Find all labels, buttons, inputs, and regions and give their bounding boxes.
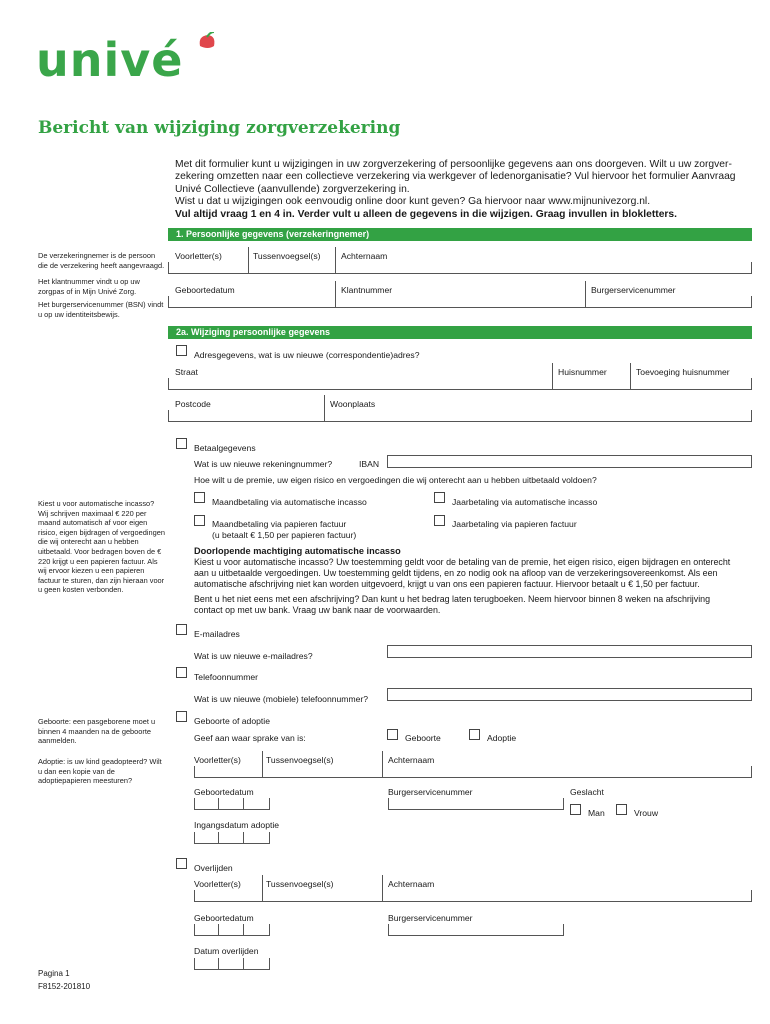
name-fields-row[interactable] [168, 262, 752, 274]
geboorte-adoptie-checkbox[interactable] [176, 711, 187, 722]
kind-achternaam-label: Achternaam [388, 755, 435, 765]
postcode-label: Postcode [175, 399, 211, 409]
side-note-klantnummer: Het klantnummer vindt u op uw zorgpas of in Mijn Univé Zorg. [38, 277, 140, 296]
rekening-question: Wat is uw nieuwe rekeningnummer? [194, 459, 333, 469]
page-number: Pagina 1 [38, 969, 70, 978]
betaalgegevens-label: Betaalgegevens [194, 443, 256, 453]
machtiging-heading: Doorlopende machtiging automatische incasso [194, 546, 401, 556]
overlijden-checkbox[interactable] [176, 858, 187, 869]
bsn-label: Burgerservicenummer [591, 285, 676, 295]
overleden-tussenvoegsel-label: Tussenvoegsel(s) [266, 879, 334, 889]
huisnummer-label: Huisnummer [558, 367, 607, 377]
telefoon-input[interactable] [387, 688, 752, 701]
geboortedatum-label: Geboortedatum [175, 285, 235, 295]
adres-checkbox[interactable] [176, 345, 187, 356]
maandbetaling-incasso-label: Maandbetaling via automatische incasso [212, 497, 367, 507]
ingangsdatum-label: Ingangsdatum adoptie [194, 820, 280, 830]
telefoon-question: Wat is uw nieuwe (mobiele) telefoonnummer? [194, 694, 369, 704]
email-input[interactable] [387, 645, 752, 658]
man-label: Man [588, 808, 605, 818]
kind-geboortedatum-label: Geboortedatum [194, 787, 254, 797]
geboorte-option-label: Geboorte [405, 733, 441, 743]
toevoeging-label: Toevoeging huisnummer [636, 367, 730, 377]
side-note-adoptie: Adoptie: is uw kind geadopteerd? Wilt u dan een kopie van de adoptiepapieren meesturen? [38, 757, 162, 786]
email-checkbox[interactable] [176, 624, 187, 635]
email-label: E-mailadres [194, 629, 240, 639]
jaarbetaling-factuur-label: Jaarbetaling via papieren factuur [452, 519, 577, 529]
jaarbetaling-incasso-label: Jaarbetaling via automatische incasso [452, 497, 598, 507]
jaarbetaling-factuur-checkbox[interactable] [434, 515, 445, 526]
man-checkbox[interactable] [570, 804, 581, 815]
woonplaats-label: Woonplaats [330, 399, 376, 409]
geboorte-question: Geef aan waar sprake van is: [194, 733, 306, 743]
telefoon-label: Telefoonnummer [194, 672, 259, 682]
overleden-geboortedatum-input[interactable] [194, 924, 270, 936]
datum-overlijden-label: Datum overlijden [194, 946, 259, 956]
email-question: Wat is uw nieuwe e-mailadres? [194, 651, 313, 661]
kind-tussenvoegsel-label: Tussenvoegsel(s) [266, 755, 334, 765]
iban-label: IBAN [359, 459, 380, 469]
section1-header: 1. Persoonlijke gegevens (verzekeringnemer) [168, 228, 752, 241]
adres-fields-row[interactable] [168, 378, 752, 390]
vrouw-label: Vrouw [634, 808, 659, 818]
tussenvoegsel-label: Tussenvoegsel(s) [253, 251, 321, 261]
terugboeken-text: Bent u het niet eens met een afschrijving? Dan kunt u het bedrag laten terugboeken. Neem hiervoor binnen 8 weken na afschrijving contact op met uw bank. Vraag uw bank naar de voorwaarden. [194, 594, 711, 615]
maandbetaling-factuur-checkbox[interactable] [194, 515, 205, 526]
geboorte-adoptie-label: Geboorte of adoptie [194, 716, 270, 726]
side-note-incasso: Kiest u voor automatische incasso? Wij schrijven maximaal € 220 per maand automatisch af voor eigen risico, eigen bijdragen of vergoedingen die wij onterecht aan u hebben uitbetaald. Voor bedragen boven de € 220 krijgt u een papieren factuur. Als wij ervoor kiezen u een papieren factuur te sturen, dan zijn hieraan voor u geen kosten verbonden. [38, 499, 165, 595]
postcode-woonplaats-row[interactable] [168, 410, 752, 422]
datum-overlijden-input[interactable] [194, 958, 270, 970]
overleden-voorletters-label: Voorletter(s) [194, 879, 241, 889]
kind-voorletters-label: Voorletter(s) [194, 755, 241, 765]
straat-label: Straat [175, 367, 198, 377]
betaalgegevens-checkbox[interactable] [176, 438, 187, 449]
machtiging-text: Kiest u voor automatische incasso? Uw toestemming geldt voor de betaling van de premie, het eigen risico, eigen bijdragen en onterecht aan u uitbetaalde vergoedingen. Uw toestemming geldt tijdens, en zo nodig ook na afloop van de verzekeringsovereenkomst. Als een automatische afschrijving niet kan worden uitgevoerd, krijgt u van ons een papieren factuur. Hiervoor betaalt u € 1,50 per factuur. [194, 557, 731, 589]
uitbetaal-question: Hoe wilt u de premie, uw eigen risico en vergoedingen die wij onterecht aan u hebben uitbetaald voldoen? [194, 475, 597, 485]
vrouw-checkbox[interactable] [616, 804, 627, 815]
ingangsdatum-input[interactable] [194, 832, 270, 844]
telefoon-checkbox[interactable] [176, 667, 187, 678]
overleden-bsn-label: Burgerservicenummer [388, 913, 473, 923]
unive-logo: univé [36, 33, 184, 87]
jaarbetaling-incasso-checkbox[interactable] [434, 492, 445, 503]
side-note-verzekeringnemer: De verzekeringnemer is de persoon die de verzekering heeft aangevraagd. [38, 251, 165, 270]
maandbetaling-incasso-checkbox[interactable] [194, 492, 205, 503]
overleden-bsn-input[interactable] [388, 924, 564, 936]
overleden-name-row[interactable] [194, 890, 752, 902]
factuur-kosten-note: (u betaalt € 1,50 per papieren factuur) [212, 530, 357, 540]
adoptie-option-label: Adoptie [487, 733, 517, 743]
adres-question: Adresgegevens, wat is uw nieuwe (correspondentie)adres? [194, 350, 420, 360]
achternaam-label: Achternaam [341, 251, 388, 261]
maandbetaling-factuur-label: Maandbetaling via papieren factuur [212, 519, 347, 529]
section2a-header: 2a. Wijziging persoonlijke gegevens [168, 326, 752, 339]
kind-bsn-label: Burgerservicenummer [388, 787, 473, 797]
overlijden-label: Overlijden [194, 863, 233, 873]
side-note-geboorte: Geboorte: een pasgeborene moet u binnen 4 maanden na de geboorte aanmelden. [38, 717, 156, 746]
page-title: Bericht van wijziging zorgverzekering [38, 118, 401, 138]
kind-bsn-input[interactable] [388, 798, 564, 810]
voorletters-label: Voorletter(s) [175, 251, 222, 261]
geslacht-label: Geslacht [570, 787, 604, 797]
adoptie-option-checkbox[interactable] [469, 729, 480, 740]
apple-accent-icon [196, 32, 218, 52]
overleden-achternaam-label: Achternaam [388, 879, 435, 889]
overleden-geboortedatum-label: Geboortedatum [194, 913, 254, 923]
iban-input[interactable] [387, 455, 752, 468]
kind-name-row[interactable] [194, 766, 752, 778]
geboortedatum-klant-bsn-row[interactable] [168, 296, 752, 308]
intro-text: Met dit formulier kunt u wijzigingen in uw zorgverzekering of persoonlijke gegevens aan ons doorgeven. Wilt u uw zorgver- zekering omzetten naar een collectieve verzekering via werkgever of ledenorganisatie? Vul hiervoor het formulier Aanvraag Univé Collectieve (aanvullende) zorgverzekering in. Wist u dat u wijzigingen ook eenvoudig online door kunt geven? Ga hiervoor naar www.mijnunivezorg.nl. Vul altijd vraag 1 en 4 in. Verder vult u alleen de gegevens in die wijzigen. Graag invullen in blokletters. [175, 159, 736, 220]
form-code: F8152-201810 [38, 982, 91, 991]
side-note-bsn: Het burgerservicenummer (BSN) vindt u op uw identiteitsbewijs. [38, 300, 164, 319]
kind-geboortedatum-input[interactable] [194, 798, 270, 810]
klantnummer-label: Klantnummer [341, 285, 393, 295]
geboorte-option-checkbox[interactable] [387, 729, 398, 740]
